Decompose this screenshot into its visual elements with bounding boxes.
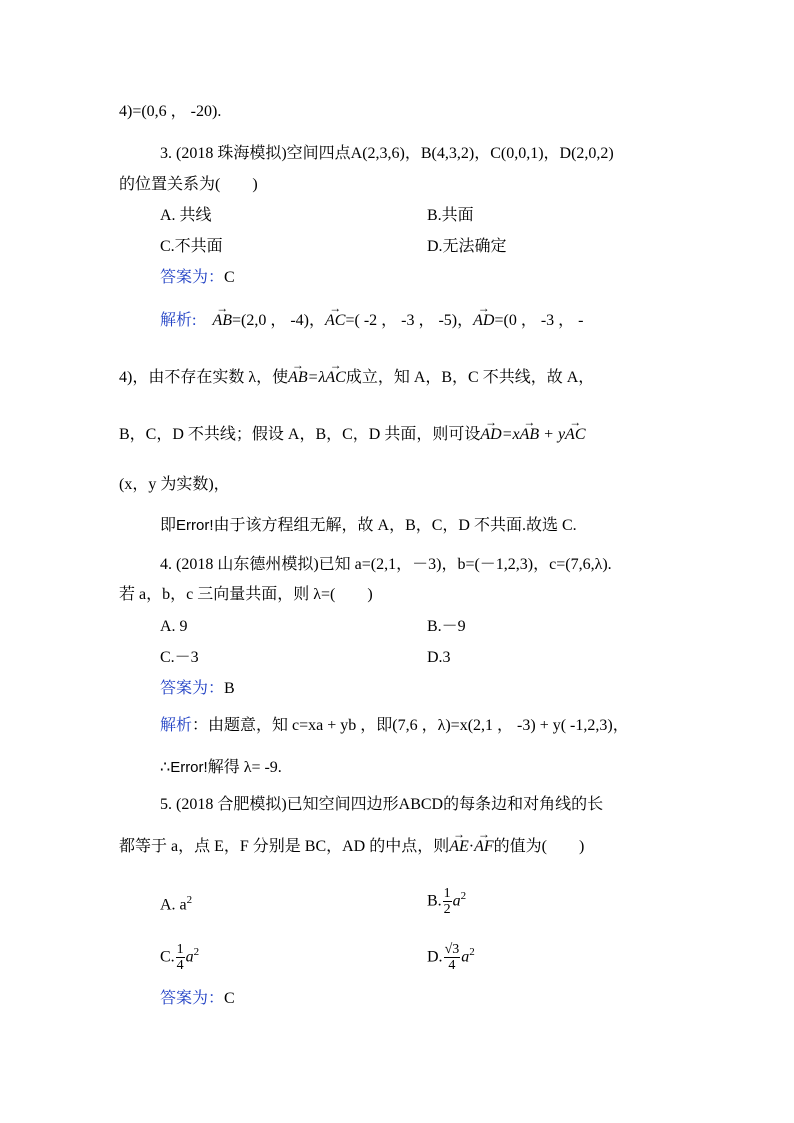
q5-answer xyxy=(160,988,235,1010)
text-span: 成立，知 A，B，C 不共线，故 A， xyxy=(345,369,595,386)
q3-analysis-line-5 xyxy=(160,515,577,537)
vector-ac: → AC xyxy=(325,367,345,389)
numerator: 1 xyxy=(443,886,451,902)
q4-analysis-line-1 xyxy=(160,715,629,737)
answer-label: 答案为： xyxy=(160,269,225,286)
error-text: Error! xyxy=(170,759,208,776)
q3-option-c: C.不共面 xyxy=(160,238,223,255)
vector-ac: → AC xyxy=(325,310,345,332)
superscript: 2 xyxy=(186,894,193,906)
text-span: ∴ xyxy=(160,759,171,776)
question-5-stem-cont xyxy=(119,836,584,858)
text-span: 由于该方程组无解，故 A，B，C，D 不共面.故选 C. xyxy=(213,517,577,534)
vector-value: =(0 ， -3 ， - xyxy=(494,312,584,329)
numerator: √3 xyxy=(444,942,460,958)
question-4-stem-cont: 若 a，b，c 三向量共面，则 λ=( ) xyxy=(119,586,373,603)
analysis-label: 解析 xyxy=(160,717,193,734)
text-span: 都等于 a，点 E，F 分别是 BC，AD 的中点，则 xyxy=(119,838,450,855)
text-line: 4)=(0,6 ， -20). xyxy=(119,103,222,120)
q3-analysis-line-4: (x，y 为实数)， xyxy=(119,476,230,493)
text-span: · xyxy=(468,838,475,855)
q4-option-b: B.－9 xyxy=(427,618,466,635)
q4-option-c: C.－3 xyxy=(160,649,199,666)
text-span: 的值为( ) xyxy=(493,838,585,855)
q3-option-a: A. 共线 xyxy=(160,207,212,224)
denominator: 4 xyxy=(448,958,456,974)
text-span: =x xyxy=(501,426,520,443)
vector-ac: → AC xyxy=(565,424,585,446)
fraction xyxy=(444,942,461,973)
fraction xyxy=(176,942,185,973)
text-span: 解得 λ= -9. xyxy=(207,759,282,776)
q5-option-b xyxy=(427,878,466,919)
answer-value: C xyxy=(224,990,235,1007)
q3-analysis-line-3 xyxy=(119,424,586,446)
text-span: B，C，D 不共线；假设 A，B，C，D 共面，则可设 xyxy=(119,426,481,443)
vector-ab: → AB xyxy=(288,367,308,389)
vector-ad: → AD xyxy=(480,424,501,446)
text-span: A. a xyxy=(160,896,187,914)
vector-value: =( -2 ， -3 ， -5)， xyxy=(345,312,474,329)
vector-ab: → AB xyxy=(520,424,540,446)
text-span: 4)，由不存在实数 λ，使 xyxy=(119,369,289,386)
superscript: 2 xyxy=(460,890,467,902)
text-span: a xyxy=(461,948,470,966)
fraction xyxy=(443,886,452,917)
answer-label: 答案为： xyxy=(160,990,225,1007)
text-span: + y xyxy=(539,426,566,443)
q4-answer xyxy=(160,678,235,700)
text-span: C. xyxy=(160,948,175,966)
q5-option-c xyxy=(160,934,199,975)
vector-af: → AF xyxy=(474,836,494,858)
text-span: =λ xyxy=(307,369,326,386)
vector-ab: → AB xyxy=(212,310,232,332)
text-span: D. xyxy=(427,948,443,966)
analysis-label: 解析: xyxy=(160,312,197,329)
answer-value: C xyxy=(224,269,235,286)
answer-value: B xyxy=(224,680,235,697)
question-4-stem: 4. (2018 山东德州模拟)已知 a=(2,1，－3)，b=(－1,2,3)，c=(7,6,λ). xyxy=(160,556,612,573)
numerator: 1 xyxy=(176,942,184,958)
text-span: 即 xyxy=(160,517,177,534)
vector-ae: → AE xyxy=(449,836,469,858)
superscript: 2 xyxy=(193,946,200,958)
q3-analysis-line-1 xyxy=(160,310,583,332)
q4-option-d: D.3 xyxy=(427,649,451,666)
q3-analysis-line-2 xyxy=(119,367,594,389)
text-span: ：由题意，知 c=xa + yb ，即(7,6 ，λ)=x(2,1 ， -3) + y( -1,2,3)， xyxy=(192,717,629,734)
q4-option-a: A. 9 xyxy=(160,618,188,635)
text-span: a xyxy=(185,948,194,966)
q4-analysis-line-2 xyxy=(160,757,282,779)
q5-option-a xyxy=(160,889,192,916)
question-3-stem: 3. (2018 珠海模拟)空间四点A(2,3,6)，B(4,3,2)，C(0,0,1)，D(2,0,2) xyxy=(160,145,614,162)
question-3-stem-cont: 的位置关系为( ) xyxy=(119,176,258,193)
question-5-stem: 5. (2018 合肥模拟)已知空间四边形ABCD的每条边和对角线的长 xyxy=(160,796,604,813)
text-span: B. xyxy=(427,892,442,910)
vector-ad: → AD xyxy=(473,310,494,332)
q3-answer xyxy=(160,267,235,289)
answer-label: 答案为： xyxy=(160,680,225,697)
denominator: 4 xyxy=(176,958,184,974)
denominator: 2 xyxy=(443,902,451,918)
text-span: a xyxy=(452,892,461,910)
vector-value: =(2,0 ， -4)， xyxy=(232,312,326,329)
q3-option-d: D.无法确定 xyxy=(427,238,507,255)
q5-option-d xyxy=(427,934,475,975)
q3-option-b: B.共面 xyxy=(427,207,474,224)
error-text: Error! xyxy=(176,517,214,534)
superscript: 2 xyxy=(469,946,475,958)
